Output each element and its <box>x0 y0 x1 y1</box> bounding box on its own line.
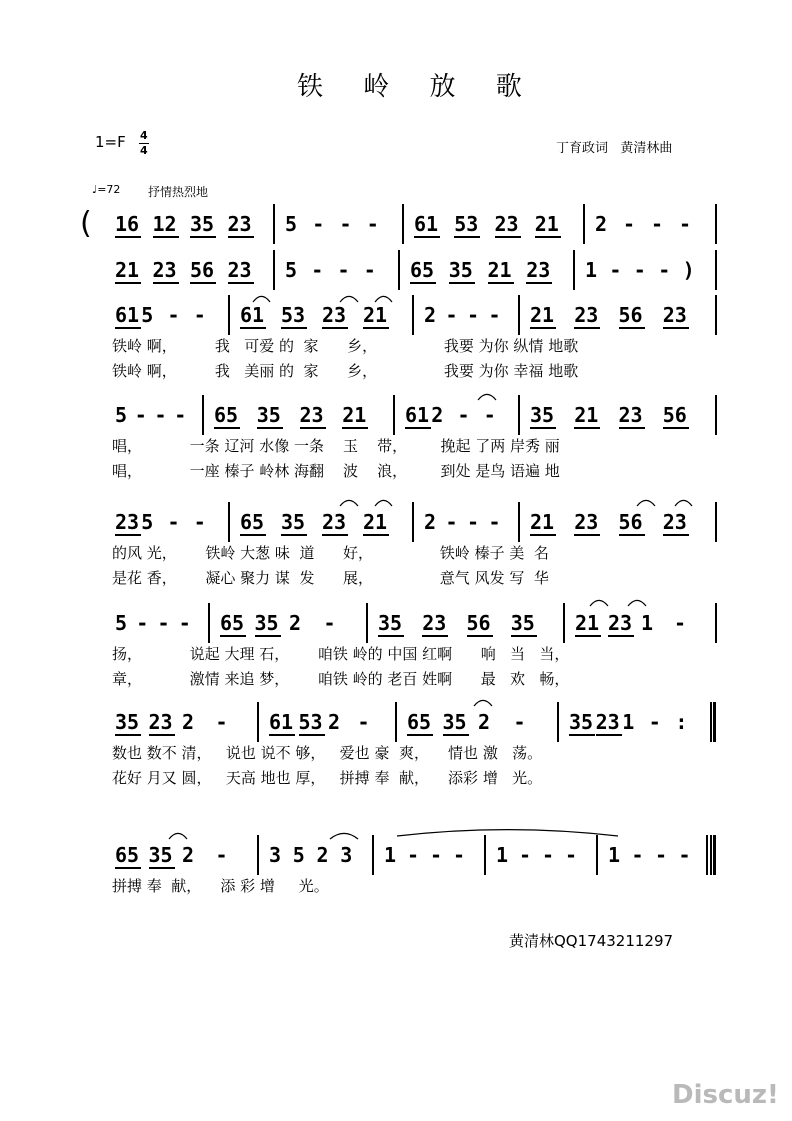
signature: 黄清林QQ1743211297 <box>509 932 674 950</box>
note-group: - <box>337 258 350 282</box>
note-group: - <box>357 710 370 734</box>
note-group: - <box>467 510 480 534</box>
note-group: - <box>655 843 668 867</box>
watermark-logo: Discuz! <box>672 1080 779 1110</box>
note-group: 23 <box>227 212 252 236</box>
expression-mark: 抒情热烈地 <box>148 185 209 199</box>
note-group: - <box>609 258 622 282</box>
note-group: 23 <box>322 510 347 534</box>
lyrics-verse-1: 扬， 说起 大理 石， 咱铁 岭的 中国 红啊 响 当 当， <box>112 645 570 663</box>
note-group: 1 <box>608 843 621 867</box>
note-group: 21 <box>534 212 559 236</box>
note-group: 35 <box>530 403 555 427</box>
note-group: - <box>215 710 228 734</box>
note-group: 35 <box>569 710 594 734</box>
note-group: - <box>363 258 376 282</box>
note-group: - <box>193 303 206 327</box>
note-group: 1 <box>641 611 654 635</box>
note-group: 61 <box>405 403 430 427</box>
slur-arc <box>478 394 496 400</box>
slur-arc <box>675 500 692 506</box>
note-group: 21 <box>487 258 512 282</box>
slur-arc <box>637 500 655 506</box>
note-group: 2 <box>431 403 444 427</box>
lyrics-verse-1: 唱， 一条 辽河 水像 一条 玉 带， 挽起 了两 岸秀 丽 <box>112 437 560 455</box>
note-group: 5 <box>141 303 154 327</box>
note-group: 65 <box>410 258 435 282</box>
note-group: - <box>623 212 636 236</box>
note-group: - <box>167 510 180 534</box>
slur-arc <box>340 296 358 302</box>
slur-arc <box>340 500 358 506</box>
note-group: 23 <box>494 212 519 236</box>
note-group: 23 <box>148 710 173 734</box>
note-group: 21 <box>574 403 599 427</box>
note-group: - <box>311 258 324 282</box>
note-group: 1 <box>496 843 509 867</box>
note-group: 23 <box>227 258 252 282</box>
note-group: 1 <box>622 710 635 734</box>
note-group: 23 <box>115 510 140 534</box>
note-group: 2 <box>424 510 437 534</box>
note-group: 65 <box>407 710 432 734</box>
lyrics-verse-1: 数也 数不 清， 说也 说不 够， 爱也 豪 爽， 情也 激 荡。 <box>112 744 543 762</box>
lyrics-verse-2: 是花 香， 凝心 聚力 谋 发 展， 意气 风发 写 华 <box>112 569 549 587</box>
note-group: - <box>154 403 167 427</box>
note-group: 2 <box>478 710 491 734</box>
note-group: 2 <box>316 843 329 867</box>
note-group: 23 <box>608 611 633 635</box>
note-group: - <box>366 212 379 236</box>
note-group: 56 <box>662 403 687 427</box>
lyrics-verse-2: 花好 月又 圆， 天高 地也 厚， 拼搏 奉 献， 添彩 增 光。 <box>112 769 543 787</box>
note-group: 65 <box>220 611 245 635</box>
lyrics-verse-1: 拼搏 奉 献， 添 彩 增 光。 <box>112 877 329 895</box>
note-group: - <box>519 843 532 867</box>
note-group: 21 <box>115 258 140 282</box>
note-group: 56 <box>466 611 491 635</box>
note-group: 35 <box>115 710 140 734</box>
note-group: - <box>430 843 443 867</box>
note-group: 21 <box>363 303 388 327</box>
note-group: 5 <box>285 212 298 236</box>
note-group: - <box>631 843 644 867</box>
note-group: 23 <box>595 710 620 734</box>
slur-arc <box>590 600 608 606</box>
note-group: 56 <box>618 303 643 327</box>
note-group: 35 <box>148 843 173 867</box>
note-group: 23 <box>526 258 551 282</box>
note-group: 65 <box>240 510 265 534</box>
note-group: 61 <box>414 212 439 236</box>
note-group: - <box>178 611 191 635</box>
note-group: 5 <box>115 403 128 427</box>
note-group: 5 <box>115 611 128 635</box>
note-group: - <box>407 843 420 867</box>
lyrics-verse-2: 唱， 一座 榛子 岭林 海翻 波 浪， 到处 是鸟 语遍 地 <box>112 462 560 480</box>
note-group: 65 <box>214 403 239 427</box>
note-group: - <box>167 303 180 327</box>
slur-arc <box>375 296 392 302</box>
note-group: - <box>488 303 501 327</box>
note-group: - <box>483 403 496 427</box>
note-group: 2 <box>182 843 195 867</box>
note-group: ) <box>682 258 695 282</box>
note-group: - <box>445 303 458 327</box>
note-group: 21 <box>575 611 600 635</box>
note-group: 23 <box>152 258 177 282</box>
key-signature: 1=F <box>95 133 126 151</box>
note-group: - <box>157 611 170 635</box>
note-group: 2 <box>424 303 437 327</box>
note-group: 53 <box>298 710 323 734</box>
lyrics-verse-1: 的风 光， 铁岭 大葱 味 道 好， 铁岭 榛子 美 名 <box>112 544 549 562</box>
note-group: - <box>513 710 526 734</box>
lyrics-verse-1: 铁岭 啊， 我 可爱 的 家 乡， 我要 为你 纵情 地歌 <box>112 337 579 355</box>
note-group: 35 <box>448 258 473 282</box>
note-group: 53 <box>454 212 479 236</box>
slur-arc <box>330 833 358 839</box>
note-group: - <box>467 303 480 327</box>
note-group: 21 <box>530 510 555 534</box>
note-group: - <box>136 611 149 635</box>
slur-arc <box>169 833 187 839</box>
lyrics-verse-2: 铁岭 啊， 我 美丽 的 家 乡， 我要 为你 幸福 地歌 <box>112 362 579 380</box>
lyrics-verse-2: 章， 激情 来追 梦， 咱铁 岭的 老百 姓啊 最 欢 畅， <box>112 670 570 688</box>
note-group: 2 <box>328 710 341 734</box>
note-group: - <box>323 611 336 635</box>
note-group: 2 <box>289 611 302 635</box>
credits: 丁育政词 黄清林曲 <box>556 141 673 156</box>
note-group: 21 <box>363 510 388 534</box>
note-group: - <box>633 258 646 282</box>
note-group: 23 <box>422 611 447 635</box>
note-group: 23 <box>574 510 599 534</box>
note-group: - <box>674 611 687 635</box>
note-group: - <box>457 403 470 427</box>
time-signature-top: 4 <box>140 129 148 142</box>
note-group: 5 <box>292 843 305 867</box>
note-group: 5 <box>285 258 298 282</box>
note-group: 16 <box>115 212 140 236</box>
note-group: 35 <box>510 611 535 635</box>
slur-arc <box>253 296 270 302</box>
tempo-mark: ♩=72 <box>92 183 121 196</box>
note-group: 23 <box>618 403 643 427</box>
note-group: 23 <box>299 403 324 427</box>
note-group: 61 <box>269 710 294 734</box>
slur-arc <box>375 500 392 506</box>
note-group: 23 <box>322 303 347 327</box>
note-group: - <box>174 403 187 427</box>
note-group: - <box>312 212 325 236</box>
note-group: 35 <box>442 710 467 734</box>
note-group: - <box>678 843 691 867</box>
time-signature-bottom: 4 <box>140 144 148 157</box>
intro-open-paren: ( <box>80 206 92 241</box>
note-group: 23 <box>662 510 687 534</box>
note-group: 35 <box>378 611 403 635</box>
note-group: 21 <box>342 403 367 427</box>
slur-arc <box>397 830 618 836</box>
note-group: - <box>679 212 692 236</box>
note-group: - <box>542 843 555 867</box>
page-title: 铁 岭 放 歌 <box>297 72 538 102</box>
note-group: 23 <box>662 303 687 327</box>
note-group: - <box>565 843 578 867</box>
note-group: 61 <box>115 303 140 327</box>
note-group: - <box>134 403 147 427</box>
note-group: - <box>488 510 501 534</box>
note-group: 56 <box>190 258 215 282</box>
note-group: 56 <box>618 510 643 534</box>
note-group: 23 <box>574 303 599 327</box>
note-group: - <box>339 212 352 236</box>
note-group: 53 <box>281 303 306 327</box>
note-group: - <box>658 258 671 282</box>
note-group: 1 <box>585 258 598 282</box>
note-group: : <box>675 710 688 734</box>
note-group: - <box>651 212 664 236</box>
note-group: 3 <box>269 843 282 867</box>
note-group: 5 <box>141 510 154 534</box>
note-group: 65 <box>115 843 140 867</box>
note-group: - <box>453 843 466 867</box>
note-group: - <box>193 510 206 534</box>
note-group: 61 <box>240 303 265 327</box>
note-group: 21 <box>530 303 555 327</box>
note-group: - <box>215 843 228 867</box>
note-group: - <box>648 710 661 734</box>
note-group: 12 <box>152 212 177 236</box>
slur-arc <box>628 600 646 606</box>
note-group: 3 <box>340 843 353 867</box>
note-group: 1 <box>384 843 397 867</box>
note-group: 35 <box>254 611 279 635</box>
note-group: 2 <box>182 710 195 734</box>
note-group: 35 <box>256 403 281 427</box>
slur-arc <box>474 700 492 706</box>
note-group: - <box>445 510 458 534</box>
note-group: 2 <box>595 212 608 236</box>
note-group: 35 <box>190 212 215 236</box>
note-group: 35 <box>281 510 306 534</box>
